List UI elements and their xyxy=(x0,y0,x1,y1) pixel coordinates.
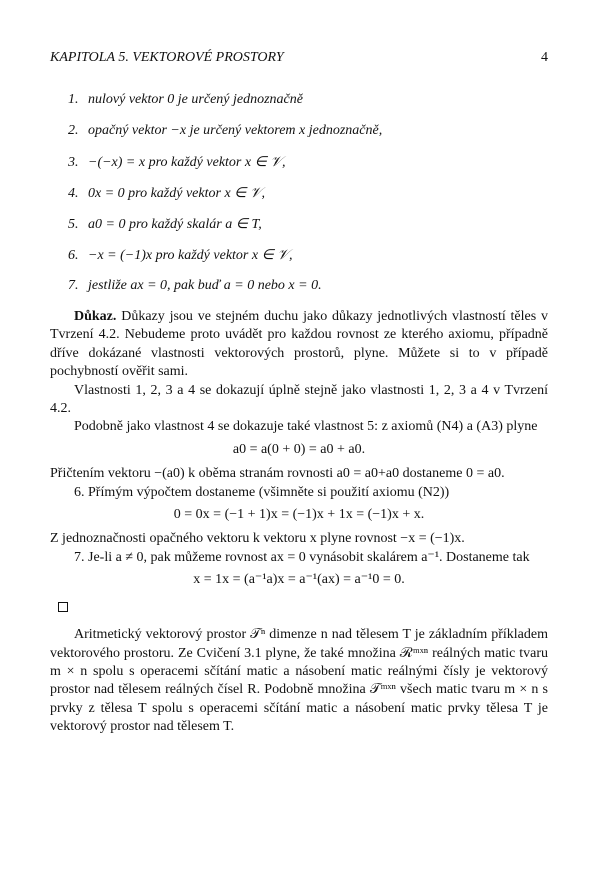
proof-text-4: Přičtením vektoru −(a0) k oběma stranám rovnosti a0 = a0+a0 dostaneme 0 = a0. xyxy=(50,466,505,482)
chapter-title: KAPITOLA 5. VEKTOROVÉ PROSTORY xyxy=(50,50,284,65)
property-list xyxy=(50,92,550,309)
item-number: 3. xyxy=(68,155,79,170)
item-number: 2. xyxy=(68,123,79,138)
item-number: 7. xyxy=(68,278,79,293)
item-text: 0x = 0 pro každý vektor x ∈ 𝒱, xyxy=(88,186,266,201)
list-item xyxy=(50,247,550,278)
item-number: 4. xyxy=(68,186,79,201)
item-text: opačný vektor −x je určený vektorem x jednoznačně, xyxy=(88,123,383,138)
proof-label: Důkaz. xyxy=(74,309,117,324)
item-number: 6. xyxy=(68,248,79,263)
list-item xyxy=(50,154,550,185)
list-item xyxy=(50,92,550,123)
body-text xyxy=(50,308,548,737)
proof-text-1: Důkazy jsou ve stejném duchu jako důkazy jednotlivých vlastností těles v Tvrzení 4.2. Nebudeme proto uvádět pro každou rovnost ze kterého axiomu, případně dříve dokázané vlastnosti vektorových prostorů, plyne. Můžete si to v případě pochybností ověřit sami. xyxy=(50,309,548,380)
item-number: 5. xyxy=(68,217,79,232)
item-text: −(−x) = x pro každý vektor x ∈ 𝒱, xyxy=(88,155,286,170)
item-number: 1. xyxy=(68,92,79,107)
proof-text-7: 7. Je-li a ≠ 0, pak můžeme rovnost ax = 0 vynásobit skalárem a⁻¹. Dostaneme tak xyxy=(74,549,530,565)
proof-text-2: Vlastnosti 1, 2, 3 a 4 se dokazují úplně stejně jako vlastnosti 1, 2, 3 a 4 v Tvrzení 4.2. xyxy=(50,382,548,417)
equation-2: 0 = 0x = (−1 + 1)x = (−1)x + 1x = (−1)x + x. xyxy=(173,507,425,523)
equation-1: a0 = a(0 + 0) = a0 + a0. xyxy=(232,441,366,457)
page-number: 4 xyxy=(541,50,548,65)
list-item xyxy=(50,278,550,309)
list-item xyxy=(50,123,550,154)
running-header xyxy=(50,50,548,68)
list-item xyxy=(50,216,550,247)
item-text: −x = (−1)x pro každý vektor x ∈ 𝒱, xyxy=(88,248,293,263)
qed-line xyxy=(50,600,548,618)
proof-paragraph xyxy=(50,308,548,382)
proof-text-5: 6. Přímým výpočtem dostaneme (všimněte si použití axiomu (N2)) xyxy=(74,484,450,500)
item-text: nulový vektor 0 je určený jednoznačně xyxy=(88,92,303,107)
item-text: a0 = 0 pro každý skalár a ∈ T, xyxy=(88,217,262,232)
closing-paragraph: Aritmetický vektorový prostor 𝒯ⁿ dimenze n nad tělesem T je základním příkladem vektorového prostoru. Ze Cvičení 3.1 plyne, že také množina ℛᵐˣⁿ reálných matic tvaru m × n spolu s operacemi sčítání matic a násobení matic reálnými čísly je vektorový prostor nad tělesem reálných čísel R. Podobně množina 𝒯ᵐˣⁿ všech matic tvaru m × n s prvky z tělesa T spolu s operacemi sčítání matic a násobení matic prvky tělesa T je vektorový prostor nad tělesem T. xyxy=(50,627,548,735)
proof-text-3: Podobně jako vlastnost 4 se dokazuje také vlastnost 5: z axiomů (N4) a (A3) plyne xyxy=(74,419,538,435)
equation-3: x = 1x = (a⁻¹a)x = a⁻¹(ax) = a⁻¹0 = 0. xyxy=(193,572,405,588)
item-text: jestliže ax = 0, pak buď a = 0 nebo x = 0. xyxy=(88,278,322,293)
proof-text-6: Z jednoznačnosti opačného vektoru k vektoru x plyne rovnost −x = (−1)x. xyxy=(50,531,465,547)
qed-box-icon xyxy=(58,602,68,612)
list-item xyxy=(50,185,550,216)
